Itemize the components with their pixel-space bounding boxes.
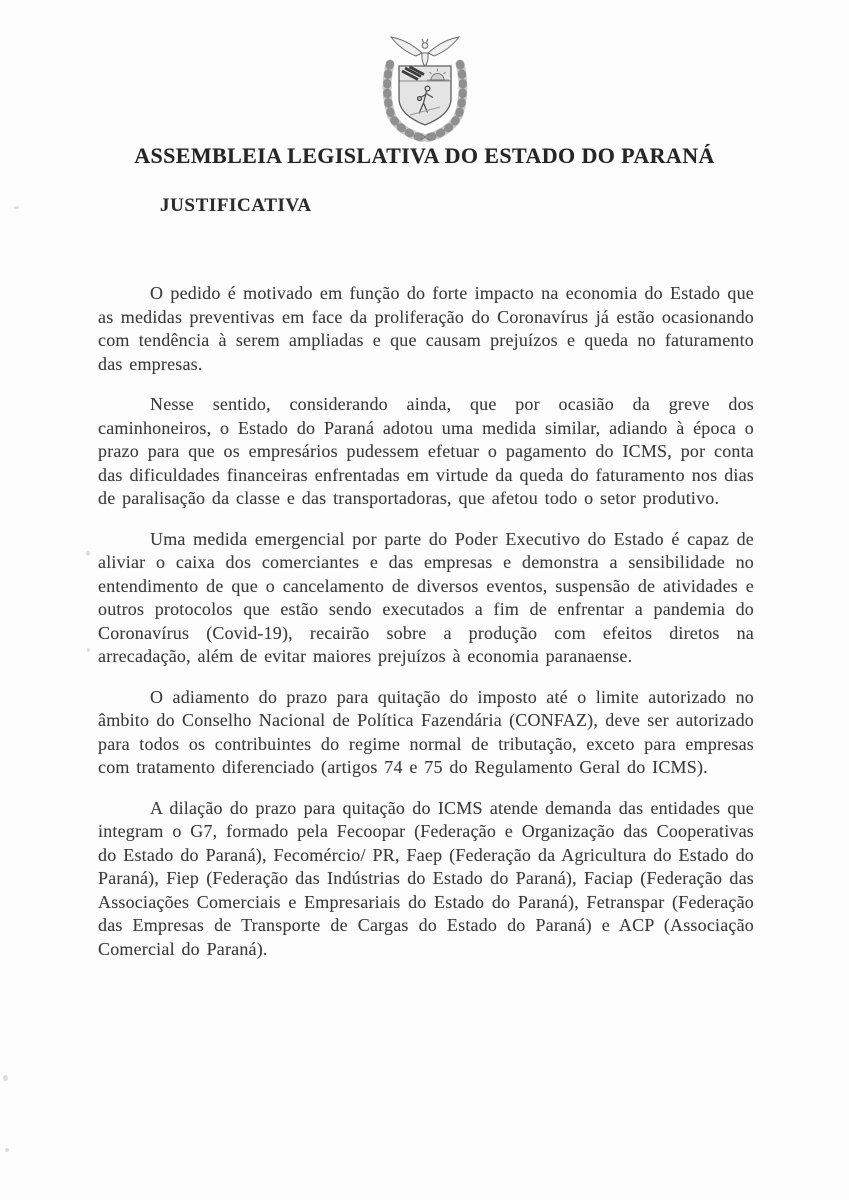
scan-speck (87, 648, 90, 652)
document-body (98, 282, 754, 961)
paragraph-1: O pedido é motivado em função do forte impacto na economia do Estado que as medidas preventivas em face da proliferação do Coronavírus já estão ocasionando com tendência à serem ampliadas e que causam prejuízos e queda no faturamento das empresas. (98, 283, 754, 374)
document-title: ASSEMBLEIA LEGISLATIVA DO ESTADO DO PARANÁ (134, 143, 715, 168)
scan-speck (14, 206, 19, 209)
crest-container (0, 36, 849, 142)
scan-speck (86, 551, 90, 556)
paragraph-2: Nesse sentido, considerando ainda, que por ocasião da greve dos caminhoneiros, o Estado do Paraná adotou uma medida similar, adiando à época o prazo para que os empresários pudessem efetuar o pagamento do ICMS, por conta das dificuldades financeiras enfrentadas em virtude da queda do faturamento nos dias de paralisação da classe e das transportadoras, que afetou todo o setor produtivo. (98, 394, 754, 508)
paragraph-5: A dilação do prazo para quitação do ICMS atende demanda das entidades que integram o G7, formado pela Fecoopar (Federação e Organização das Cooperativas do Estado do Paraná), Fecomércio/ PR, Faep (Federação da Agricultura do Estado do Paraná), Fiep (Federação das Indústrias do Estado do Paraná), Faciap (Federação das Associações Comerciais e Empresariais do Estado do Paraná), Fetranspar (Federação das Empresas de Transporte de Cargas do Estado do Paraná) e ACP (Associação Comercial do Paraná). (98, 797, 754, 959)
section-heading-justificativa: JUSTIFICATIVA (160, 195, 312, 216)
parana-coat-of-arms-icon (380, 36, 470, 142)
paragraph-4: O adiamento do prazo para quitação do imposto até o limite autorizado no âmbito do Conselho Nacional de Política Fazendária (CONFAZ), deve ser autorizado para todos os contribuintes do regime normal de tributação, exceto para empresas com tratamento diferenciado (artigos 74 e 75 do Regulamento Geral do ICMS). (98, 686, 754, 777)
scan-speck (5, 1148, 9, 1152)
paragraph-3: Uma medida emergencial por parte do Poder Executivo do Estado é capaz de aliviar o caixa dos comerciantes e das empresas e demonstra a sensibilidade no entendimento de que o cancelamento de diversos eventos, suspensão de atividades e outros protocolos que estão sendo executados a fim de enfrentar a pandemia do Coronavírus (Covid-19), recairão sobre a produção com efeitos diretos na arrecadação, além de evitar maiores prejuízos à economia paranaense. (98, 528, 754, 666)
scan-speck (3, 1075, 8, 1081)
